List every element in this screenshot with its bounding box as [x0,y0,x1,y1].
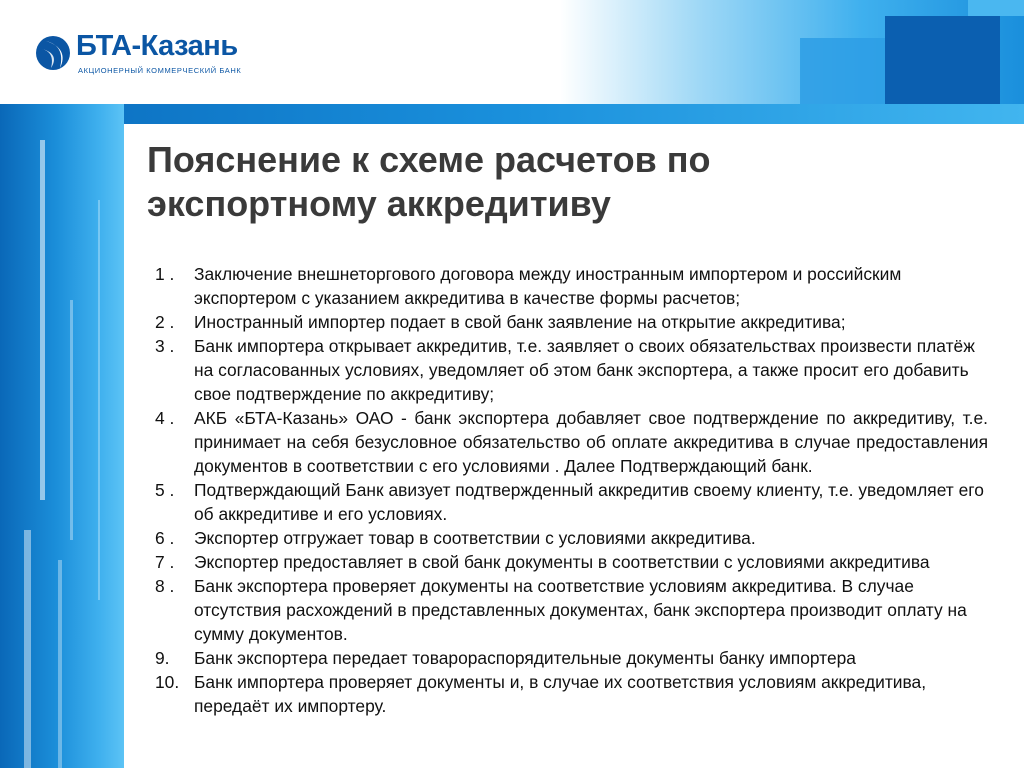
decor-stripe [24,530,31,768]
list-item [155,550,988,574]
page-title [147,138,947,226]
list-item [155,406,988,478]
decor-square [885,16,1000,108]
item-text: Банк экспортера проверяет документы на соответствие условиям аккредитива. В случае отсутствия расхождений в представленных документах, банк экспортера производит оплату на сумму документов. [194,576,967,644]
left-band [0,104,124,768]
logo-name: БТА-Казань [76,30,238,62]
item-number: 7 . [155,552,175,572]
decor-square [800,38,885,108]
decor-stripe [40,140,45,500]
item-number: 6 . [155,528,175,548]
item-number: 8 . [155,576,175,596]
list-item [155,310,988,334]
header-band [0,104,1024,124]
item-number: 1 . [155,264,175,284]
item-text: Экспортер отгружает товар в соответствии с условиями аккредитива. [194,528,756,548]
item-text: Банк импортера проверяет документы и, в случае их соответствия условиям аккредитива, передаёт их импортеру. [194,672,927,716]
item-text: Заключение внешнеторгового договора между иностранным импортером и российским экспортером с указанием аккредитива в качестве формы расчетов; [194,264,902,308]
logo-subtitle: АКЦИОНЕРНЫЙ КОММЕРЧЕСКИЙ БАНК [78,66,242,75]
item-text: Подтверждающий Банк авизует подтвержденный аккредитив своему клиенту, т.е. уведомляет его об аккредитиве и его условиях. [194,480,984,524]
item-number: 2 . [155,312,175,332]
item-text: Экспортер предоставляет в свой банк документы в соответствии с условиями аккредитива [194,552,930,572]
decor-stripe [58,560,62,768]
item-text: Банк импортера открывает аккредитив, т.е. заявляет о своих обязательствах произвести платёж на согласованных условиях, уведомляет об этом банк экспортера, а также просит его добавить свое подтверждение по аккредитиву; [194,336,975,404]
list-item [155,262,988,310]
title-line: экспортному аккредитиву [147,183,611,224]
item-number: 10. [155,672,180,692]
bank-logo [36,30,266,80]
list-item [155,646,988,670]
decor-square [968,0,1024,16]
item-text: Иностранный импортер подает в свой банк заявление на открытие аккредитива; [194,312,846,332]
bank-logo-icon [36,32,76,72]
item-number: 4 . [155,408,175,428]
list-item [155,574,988,646]
decor-stripe [98,200,100,600]
item-text: АКБ «БТА-Казань» ОАО - банк экспортера добавляет свое подтверждение по аккредитиву, т.е. принимает на себя безусловное обязательство об оплате аккредитива в случае предоставления документов в соответствии с его условиями . Далее Подтверждающий банк. [194,408,988,476]
item-number: 9. [155,648,170,668]
list-item [155,670,988,718]
item-text: Банк экспортера передает товарораспорядительные документы банку импортера [194,648,856,668]
list-item [155,334,988,406]
steps-list [155,262,988,718]
item-number: 3 . [155,336,175,356]
item-number: 5 . [155,480,175,500]
list-item [155,526,988,550]
decor-stripe [70,300,73,540]
title-line: Пояснение к схеме расчетов по [147,139,711,180]
list-item [155,478,988,526]
